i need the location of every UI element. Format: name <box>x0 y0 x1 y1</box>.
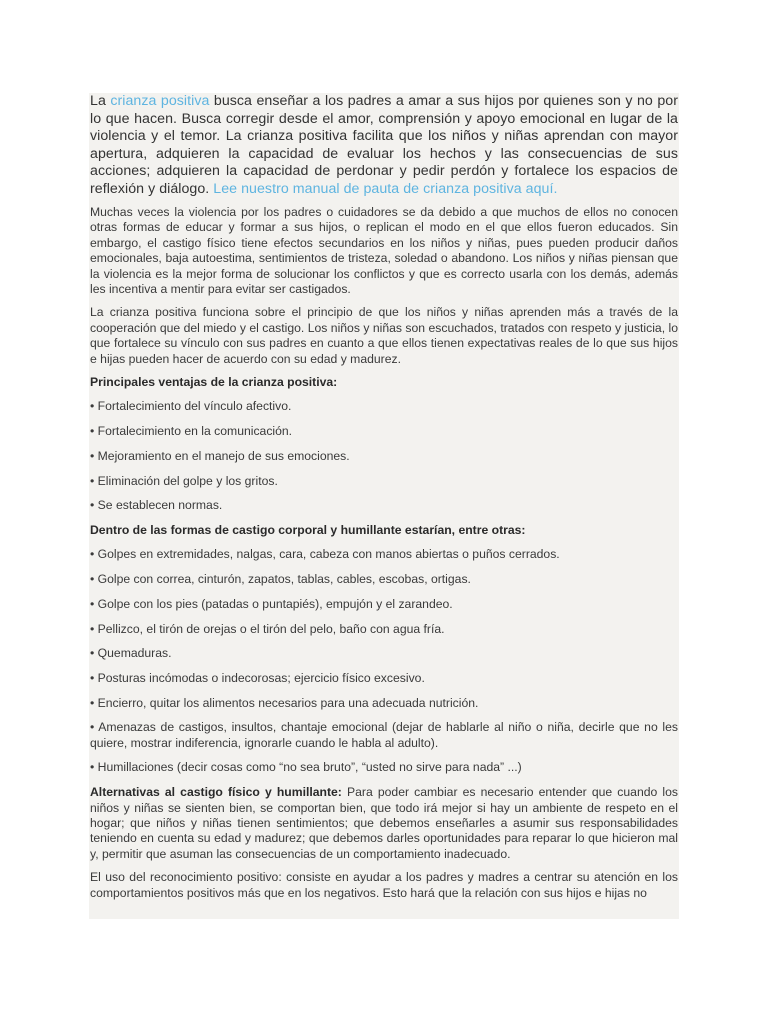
alternatives-text: Para poder cambiar es necesario entender que cuando los niños y niñas se sienten bien, se comportan bien, que todo irá mejor si hay un ambiente de respeto en el hogar; que niños y niñas tienen sentimientos; que debemos enseñarles a asumir sus responsabilidades teniendo en cuenta su edad y madurez; que debemos darles oportunidades para reparar lo que hicieron mal y, permitir que asuman las consecuencias de un comportamiento inadecuado. <box>90 785 678 861</box>
list-item: • Quemaduras. <box>90 646 172 661</box>
advantages-heading: Principales ventajas de la crianza positiva: <box>90 375 338 390</box>
alternatives-label: Alternativas al castigo físico y humillante: <box>90 785 342 800</box>
list-item: • Golpe con correa, cinturón, zapatos, tablas, cables, escobas, ortigas. <box>90 572 471 587</box>
list-item: • Fortalecimiento del vínculo afectivo. <box>90 399 292 414</box>
document-page <box>89 93 679 919</box>
list-item: • Amenazas de castigos, insultos, chantaje emocional (dejar de hablarle al niño o niña, decirle que no les quiere, mostrar indiferencia, ignorarle cuando le habla al adulto). <box>90 720 678 750</box>
list-item: • Eliminación del golpe y los gritos. <box>90 473 278 488</box>
list-item: • Golpes en extremidades, nalgas, cara, cabeza con manos abiertas o puños cerrados. <box>90 547 560 562</box>
intro-body: busca enseñar a los padres a amar a sus hijos por quienes son y no por lo que hacen. Busca corregir desde el amor, comprensión y apoyo emocional en lugar de la violencia y el temor. La crianza positiva facilita que los niños y niñas aprendan con mayor apertura, adquieren la capacidad de evaluar los hechos y las consecuencias de sus acciones; adquieren la capacidad de perdonar y pedir perdón y fortalece los espacios de reflexión y diálogo. <box>90 93 678 197</box>
list-item: • Se establecen normas. <box>90 498 223 513</box>
list-item: • Mejoramiento en el manejo de sus emociones. <box>90 448 350 463</box>
paragraph-cooperation: La crianza positiva funciona sobre el principio de que los niños y niñas aprenden más a través de la cooperación que del miedo y el castigo. Los niños y niñas son escuchados, tratados con respeto y justicia, lo que fortalece su vínculo con sus padres en cuanto a que ellos tienen expectativas reales de lo que sus hijos e hijas pueden hacer de acuerdo con su edad y madurez. <box>90 305 678 366</box>
list-item: • Pellizco, el tirón de orejas o el tirón del pelo, baño con agua fría. <box>90 621 445 636</box>
list-item: • Golpe con los pies (patadas o puntapiés), empujón y el zarandeo. <box>90 596 453 611</box>
crianza-positiva-link[interactable]: crianza positiva <box>105 93 214 109</box>
list-item: • Encierro, quitar los alimentos necesarios para una adecuada nutrición. <box>90 695 479 710</box>
list-item: • Humillaciones (decir cosas como “no sea bruto”, “usted no sirve para nada” ...) <box>90 760 522 775</box>
paragraph-violence: Muchas veces la violencia por los padres o cuidadores se da debido a que muchos de ellos no conocen otras formas de educar y formar a sus hijos, o replican el modo en el que ellos fueron educados. Sin embargo, el castigo físico tiene efectos secundarios en los niños y niñas, pues pueden producir daños emocionales, baja autoestima, sentimientos de tristeza, soledad o abandono. Los niños y niñas piensan que la violencia es la mejor forma de solucionar los conflictos y que es correcto usarla con los demás, además les incentiva a mentir para evitar ser castigados. <box>90 205 678 297</box>
manual-link[interactable]: Lee nuestro manual de pauta de crianza positiva aquí. <box>213 180 558 197</box>
document-content <box>89 93 679 901</box>
list-item: • Posturas incómodas o indecorosas; ejercicio físico excesivo. <box>90 670 425 685</box>
paragraph-recognition: El uso del reconocimiento positivo: consiste en ayudar a los padres y madres a centrar su atención en los comportamientos positivos más que en los negativos. Esto hará que la relación con sus hijos e hijas no <box>90 870 678 900</box>
intro-paragraph <box>90 93 678 198</box>
advantages-list <box>90 399 678 513</box>
list-item: • Fortalecimiento en la comunicación. <box>90 424 293 439</box>
punishment-heading: Dentro de las formas de castigo corporal y humillante estarían, entre otras: <box>90 522 526 537</box>
intro-pre: La <box>90 93 106 109</box>
alternatives-paragraph <box>90 785 678 862</box>
punishment-list <box>90 547 678 775</box>
